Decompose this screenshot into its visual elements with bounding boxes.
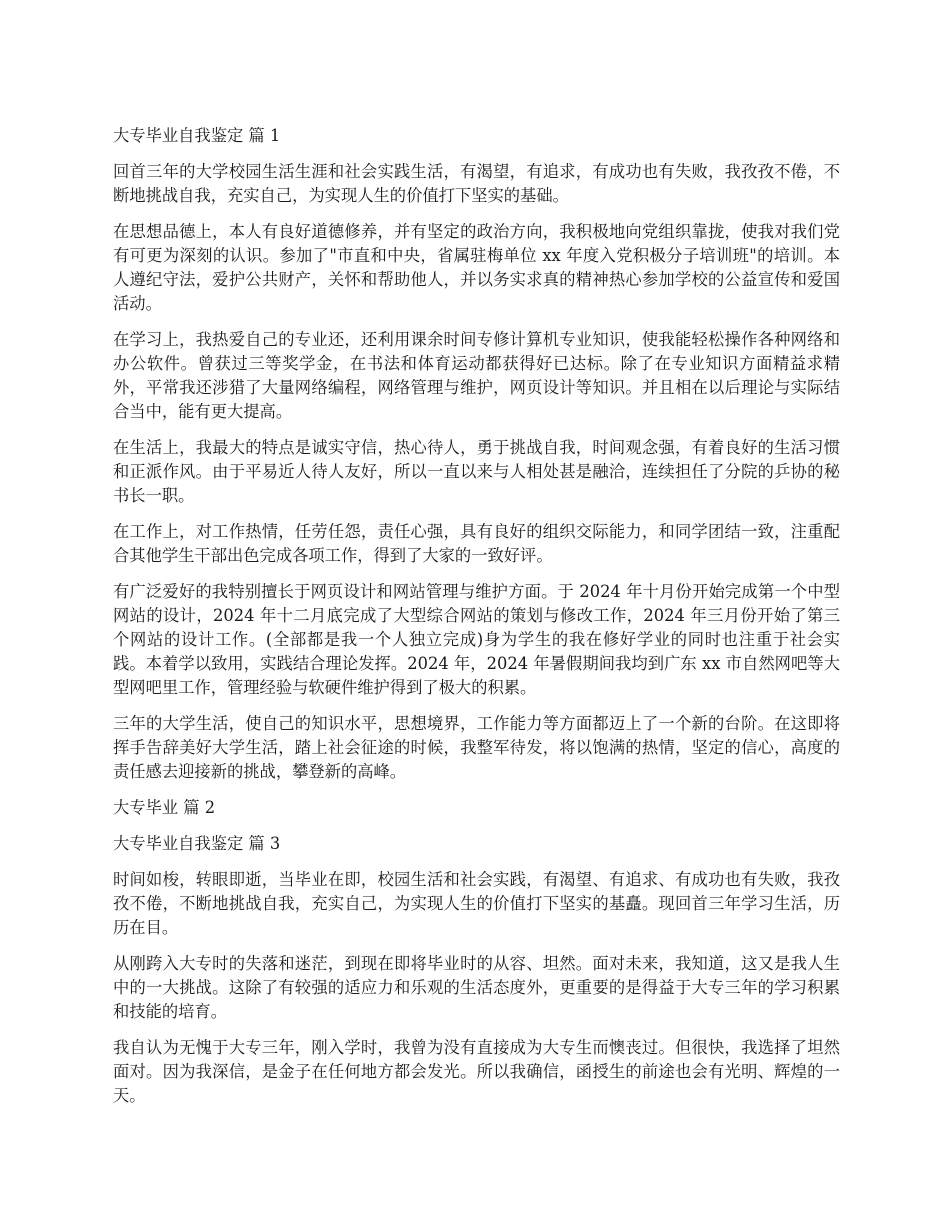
section-heading-3: 大专毕业自我鉴定 篇 3 <box>113 834 281 853</box>
paragraph: 在学习上，我热爱自己的专业还，还利用课余时间专修计算机专业知识，使我能轻松操作各种网络和办公软件。曾获过三等奖学金，在书法和体育运动都获得好已达标。除了在专业知识方面精益求精外，平常我还涉猎了大量网络编程，网络管理与维护，网页设计等知识。并且相在以后理论与实际结合当中，能有更大提高。 <box>113 330 840 421</box>
section-heading-1: 大专毕业自我鉴定 篇 1 <box>113 126 281 145</box>
paragraph: 时间如梭，转眼即逝，当毕业在即，校园生活和社会实践，有渴望、有追求、有成功也有失败，我孜孜不倦，不断地挑战自我，充实自己，为实现人生的价值打下坚实的基矗。现回首三年学习生活，历历在目。 <box>113 870 840 937</box>
paragraph: 三年的大学生活，使自己的知识水平，思想境界，工作能力等方面都迈上了一个新的台阶。在这即将挥手告辞美好大学生活，踏上社会征途的时候，我整军待发，将以饱满的热情，坚定的信心，高度的责任感去迎接新的挑战，攀登新的高峰。 <box>113 714 840 781</box>
paragraph: 在工作上，对工作热情，任劳任怨，责任心强，具有良好的组织交际能力，和同学团结一致，注重配合其他学生干部出色完成各项工作，得到了大家的一致好评。 <box>113 522 840 565</box>
paragraph: 回首三年的大学校园生活生涯和社会实践生活，有渴望，有追求，有成功也有失败，我孜孜不倦，不断地挑战自我，充实自己，为实现人生的价值打下坚实的基础。 <box>113 162 840 205</box>
section-heading-2: 大专毕业 篇 2 <box>113 798 216 817</box>
paragraph: 从刚跨入大专时的失落和迷茫，到现在即将毕业时的从容、坦然。面对未来，我知道，这又是我人生中的一大挑战。这除了有较强的适应力和乐观的生活态度外，更重要的是得益于大专三年的学习积累和技能的培育。 <box>113 954 840 1021</box>
paragraph: 有广泛爱好的我特别擅长于网页设计和网站管理与维护方面。于 2024 年十月份开始完成第一个中型网站的设计，2024 年十二月底完成了大型综合网站的策划与修改工作，2024 年三月份开始了第三个网站的设计工作。(全部都是我一个人独立完成)身为学生的我在修好学业的同时也注重于社会实践。本着学以致用，实践结合理论发挥。2024 年，2024 年暑假期间我均到广东 xx 市自然网吧等大型网吧里工作，管理经验与软硬件维护得到了极大的积累。 <box>113 582 840 697</box>
paragraph: 我自认为无愧于大专三年，刚入学时，我曾为没有直接成为大专生而懊丧过。但很快，我选择了坦然面对。因为我深信，是金子在任何地方都会发光。所以我确信，函授生的前途也会有光明、辉煌的一天。 <box>113 1038 840 1105</box>
document-page <box>113 124 840 1120</box>
paragraph: 在思想品德上，本人有良好道德修养，并有坚定的政治方向，我积极地向党组织靠拢，使我对我们党有可更为深刻的认识。参加了"市直和中央，省属驻梅单位 xx 年度入党积极分子培训班"的培训。本人遵纪守法，爱护公共财产，关怀和帮助他人，并以务实求真的精神热心参加学校的公益宣传和爱国活动。 <box>113 222 840 313</box>
paragraph: 在生活上，我最大的特点是诚实守信，热心待人，勇于挑战自我，时间观念强，有着良好的生活习惯和正派作风。由于平易近人待人友好，所以一直以来与人相处甚是融洽，连续担任了分院的乒协的秘书长一职。 <box>113 438 840 505</box>
